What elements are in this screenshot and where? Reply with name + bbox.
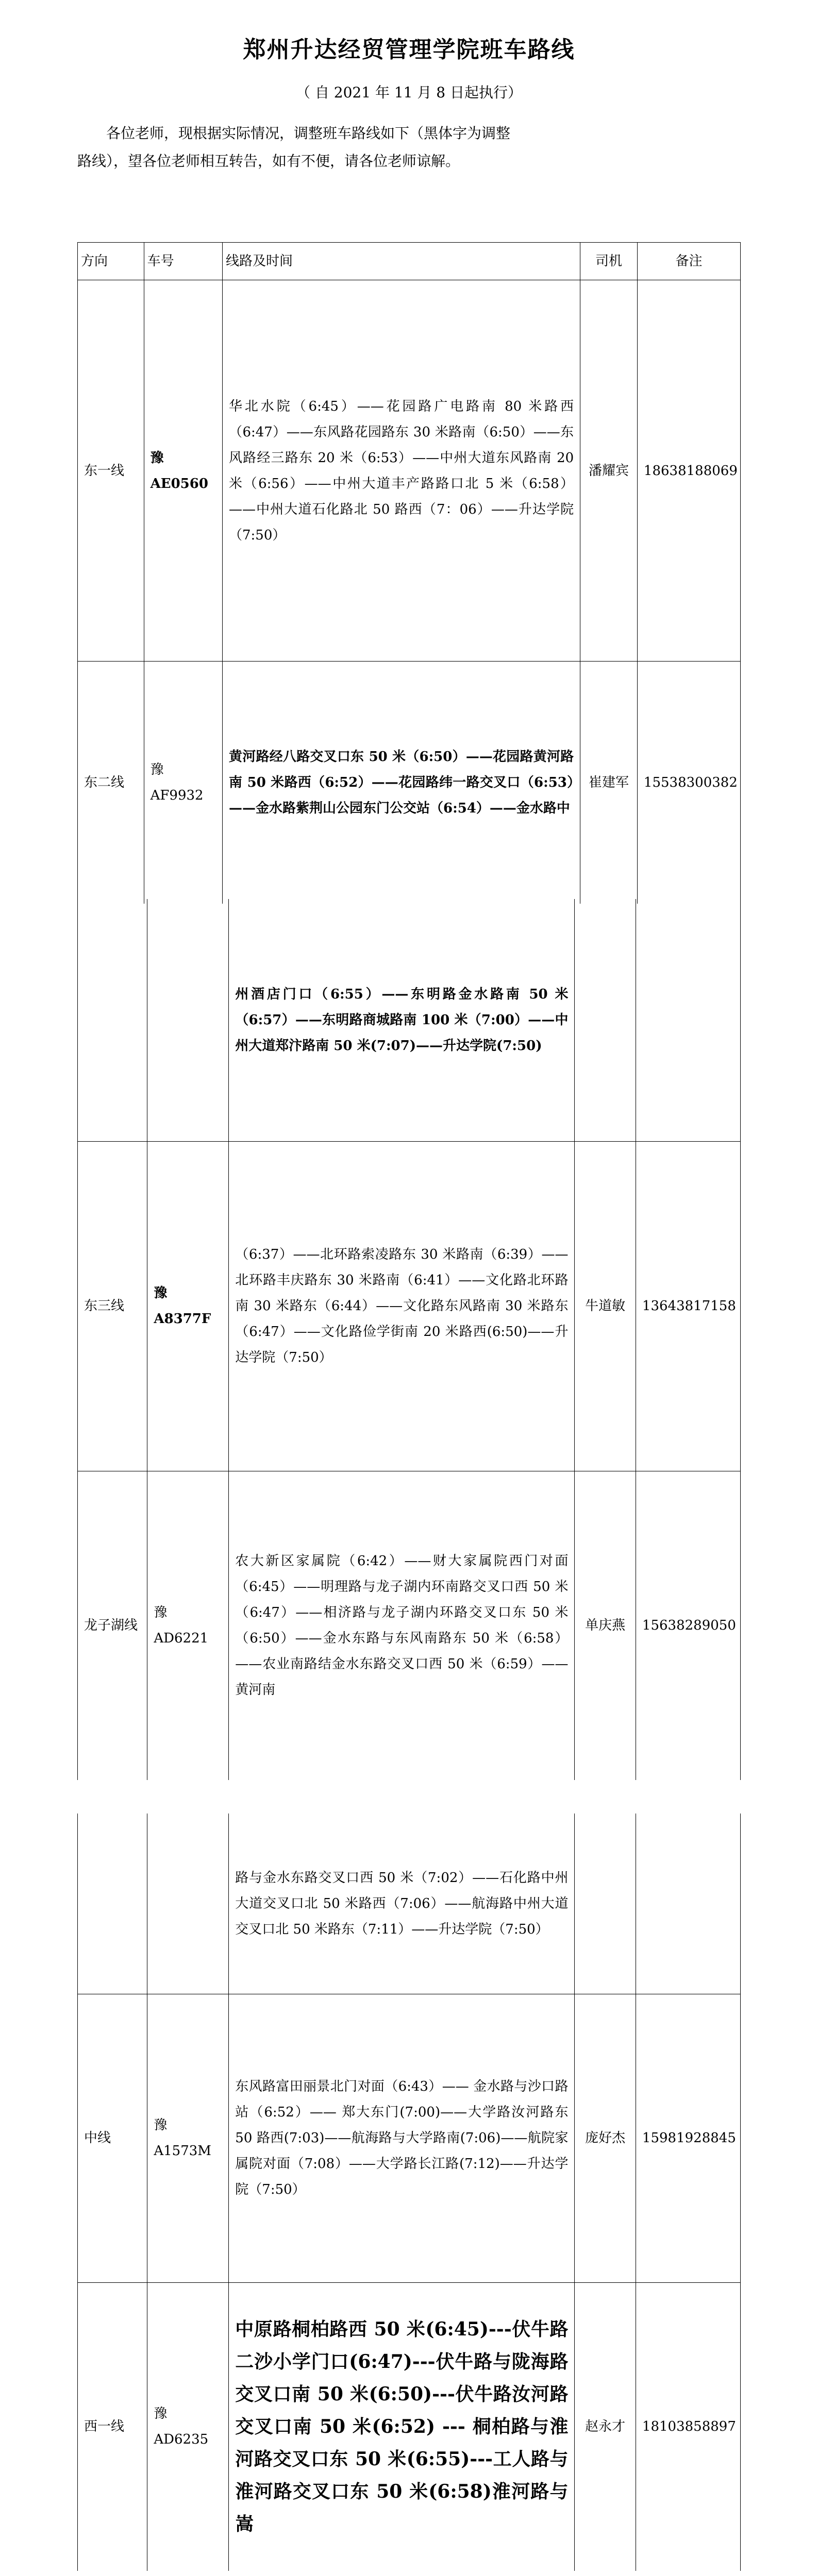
route-cell: （6:37）——北环路索凌路东 30 米路南（6:39）——北环路丰庆路东 30 米路南（6:41）——文化路北环路南 30 米路东（6:44）——文化路东风路南 30 米路东（6:47）——文化路俭学街南 20 米路西(6:50)——升达学院（7:50） <box>229 1141 575 1471</box>
intro-paragraph <box>77 120 741 175</box>
table-row-east-3 <box>78 1141 741 1471</box>
route-cell <box>223 662 580 904</box>
direction-cell: 龙子湖线 <box>78 1471 147 1780</box>
plate-cell <box>144 280 222 662</box>
route-table <box>77 899 741 1780</box>
table-header-row <box>78 243 741 280</box>
table-row-longzihu <box>78 1471 741 1780</box>
direction-cell: 中线 <box>78 1994 147 2282</box>
schedule-page-3 <box>77 1814 741 2571</box>
remark-cell: 18103858897 <box>636 2282 740 2571</box>
schedule-page-2 <box>77 899 741 1780</box>
route-cell <box>229 899 575 1141</box>
remark-cell: 13643817158 <box>636 1141 740 1471</box>
route-cell: 路与金水东路交叉口西 50 米（7:02）——石化路中州大道交叉口北 50 米路西（7:06）——航海路中州大道交叉口北 50 米路东（7:11）——升达学院（7:50） <box>229 1814 575 1994</box>
route-cell: 华北水院（6:45）——花园路广电路南 80 米路西（6:47）——东风路花园路东 30 米路南（6:50）——东风路经三路东 20 米（6:53）——中州大道东风路南 20 米（6:56）——中州大道丰产路路口北 5 米（6:58）——中州大道石化路北 50 路西（7：06）——升达学院（7:50） <box>223 280 580 662</box>
remark-cell: 15538300382 <box>637 662 740 904</box>
header-driver: 司机 <box>580 243 638 280</box>
direction-cell: 东三线 <box>78 1141 147 1471</box>
table-row-central <box>78 1994 741 2282</box>
plate-text: 豫 AE0560 <box>150 450 208 492</box>
page-title: 郑州升达经贸管理学院班车路线 <box>243 37 575 63</box>
remark-cell: 15981928845 <box>636 1994 740 2282</box>
plate-cell <box>147 1141 229 1471</box>
route-table <box>77 242 741 904</box>
header-plate: 车号 <box>144 243 222 280</box>
table-row-longzihu-continued <box>78 1814 741 1994</box>
direction-cell: 西一线 <box>78 2282 147 2571</box>
schedule-page-1 <box>77 242 741 904</box>
header-remark: 备注 <box>637 243 740 280</box>
direction-cell: 东一线 <box>78 280 144 662</box>
route-table <box>77 1814 741 2571</box>
header-route: 线路及时间 <box>223 243 580 280</box>
table-row-east-2-continued <box>78 899 741 1141</box>
driver-cell: 潘耀宾 <box>580 280 638 662</box>
driver-cell: 单庆燕 <box>575 1471 636 1780</box>
route-text: 中原路桐柏路西 50 米(6:45)---伏牛路二沙小学门口(6:47)---伏牛路与陇海路交叉口南 50 米(6:50)---伏牛路汝河路交叉口南 50 米(6:52) --- 桐柏路与淮河路交叉口东 50 米(6:55)---工人路与淮河路交叉口东 50 米(6:58)淮河路与嵩 <box>235 2318 569 2535</box>
driver-cell: 赵永才 <box>575 2282 636 2571</box>
driver-cell: 庞好杰 <box>575 1994 636 2282</box>
remark-cell: 15638289050 <box>636 1471 740 1780</box>
plate-cell: 豫 AD6235 <box>147 2282 229 2571</box>
plate-cell: 豫 AD6221 <box>147 1471 229 1780</box>
table-row-west-1 <box>78 2282 741 2571</box>
route-text: 州酒店门口（6:55）——东明路金水路南 50 米（6:57）——东明路商城路南 100 米（7:00）——中州大道郑汴路南 50 米(7:07)——升达学院(7:50) <box>235 986 569 1054</box>
intro-line-2: 路线），望各位老师相互转告，如有不便，请各位老师谅解。 <box>77 152 460 170</box>
route-cell: 农大新区家属院（6:42）——财大家属院西门对面（6:45）——明理路与龙子湖内环南路交叉口西 50 米（6:47）——相济路与龙子湖内环路交叉口东 50 米（6:50）——金水东路与东风南路东 50 米（6:58）——农业南路结金水东路交叉口西 50 米（6:59）——黄河南 <box>229 1471 575 1780</box>
intro-line-1: 各位老师，现根据实际情况，调整班车路线如下（黑体字为调整 <box>106 125 511 142</box>
driver-cell: 牛道敏 <box>575 1141 636 1471</box>
table-row-east-1 <box>78 280 741 662</box>
table-row-east-2 <box>78 662 741 904</box>
direction-cell: 东二线 <box>78 662 144 904</box>
header-direction: 方向 <box>78 243 144 280</box>
plate-text: 豫 A8377F <box>154 1285 211 1327</box>
route-cell <box>229 2282 575 2571</box>
effective-date-note: （ 自 2021 年 11 月 8 日起执行） <box>295 84 522 101</box>
plate-cell: 豫 AF9932 <box>144 662 222 904</box>
route-cell: 东风路富田丽景北门对面（6:43）—— 金水路与沙口路站（6:52）—— 郑大东门(7:00)——大学路汝河路东 50 路西(7:03)——航海路与大学路南(7:06)——航院家属院对面（7:08）——大学路长江路(7:12)——升达学院（7:50） <box>229 1994 575 2282</box>
remark-cell: 18638188069 <box>637 280 740 662</box>
plate-cell: 豫 A1573M <box>147 1994 229 2282</box>
driver-cell: 崔建军 <box>580 662 638 904</box>
route-text: 黄河路经八路交叉口东 50 米（6:50）——花园路黄河路南 50 米路西（6:52）——花园路纬一路交叉口（6:53）——金水路紫荆山公园东门公交站（6:54）——金水路中 <box>229 749 574 816</box>
